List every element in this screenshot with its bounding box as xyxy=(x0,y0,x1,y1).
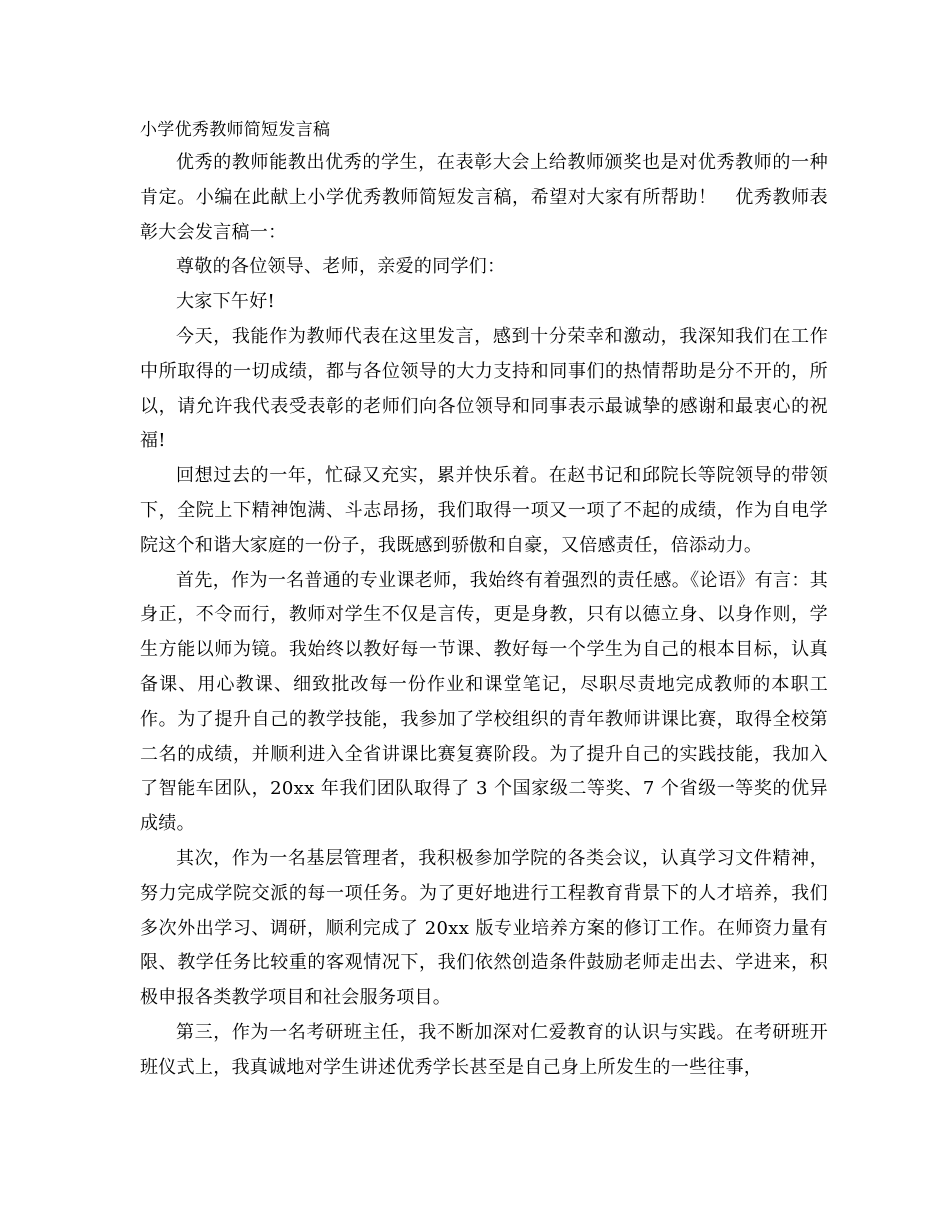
document-body xyxy=(140,114,828,1086)
paragraph-intro: 优秀的教师能教出优秀的学生，在表彰大会上给教师颁奖也是对优秀教师的一种肯定。小编在此献上小学优秀教师简短发言稿，希望对大家有所帮助！ 优秀教师表彰大会发言稿一： xyxy=(140,152,828,243)
paragraph-greeting: 大家下午好! xyxy=(176,291,276,313)
paragraph-third: 第三，作为一名考研班主任，我不断加深对仁爱教育的认识与实践。在考研班开班仪式上，我真诚地对学生讲述优秀学长甚至是自己身上所发生的一些往事， xyxy=(140,1021,828,1078)
document-title: 小学优秀教师简短发言稿 xyxy=(140,120,331,140)
paragraph-second: 其次，作为一名基层管理者，我积极参加学院的各类会议，认真学习文件精神，努力完成学院交派的每一项任务。为了更好地进行工程教育背景下的人才培养，我们多次外出学习、调研，顺利完成了 20xx 版专业培养方案的修订工作。在师资力量有限、教学任务比较重的客观情况下，我们依然创造条件鼓励老师走出去、学进来，积极申报各类教学项目和社会服务项目。 xyxy=(140,847,828,1009)
paragraph-first: 首先，作为一名普通的专业课老师，我始终有着强烈的责任感。《论语》有言：其身正，不令而行，教师对学生不仅是言传，更是身教，只有以德立身、以身作则，学生方能以师为镜。我始终以教好每一节课、教好每一个学生为自己的根本目标，认真备课、用心教课、细致批改每一份作业和课堂笔记，尽职尽责地完成教师的本职工作。为了提升自己的教学技能，我参加了学校组织的青年教师讲课比赛，取得全校第二名的成绩，并顺利进入全省讲课比赛复赛阶段。为了提升自己的实践技能，我加入了智能车团队，20xx 年我们团队取得了 3 个国家级二等奖、7 个省级一等奖的优异成绩。 xyxy=(140,569,828,835)
paragraph-salutation: 尊敬的各位领导、老师，亲爱的同学们： xyxy=(176,256,506,278)
paragraph-reflection: 回想过去的一年，忙碌又充实，累并快乐着。在赵书记和邱院长等院领导的带领下，全院上下精神饱满、斗志昂扬，我们取得一项又一项了不起的成绩，作为自电学院这个和谐大家庭的一份子，我既感到骄傲和自豪，又倍感责任，倍添动力。 xyxy=(140,465,828,556)
paragraph-opening: 今天，我能作为教师代表在这里发言，感到十分荣幸和激动，我深知我们在工作中所取得的一切成绩，都与各位领导的大力支持和同事们的热情帮助是分不开的，所以，请允许我代表受表彰的老师们向各位领导和同事表示最诚挚的感谢和最衷心的祝福! xyxy=(140,325,828,452)
